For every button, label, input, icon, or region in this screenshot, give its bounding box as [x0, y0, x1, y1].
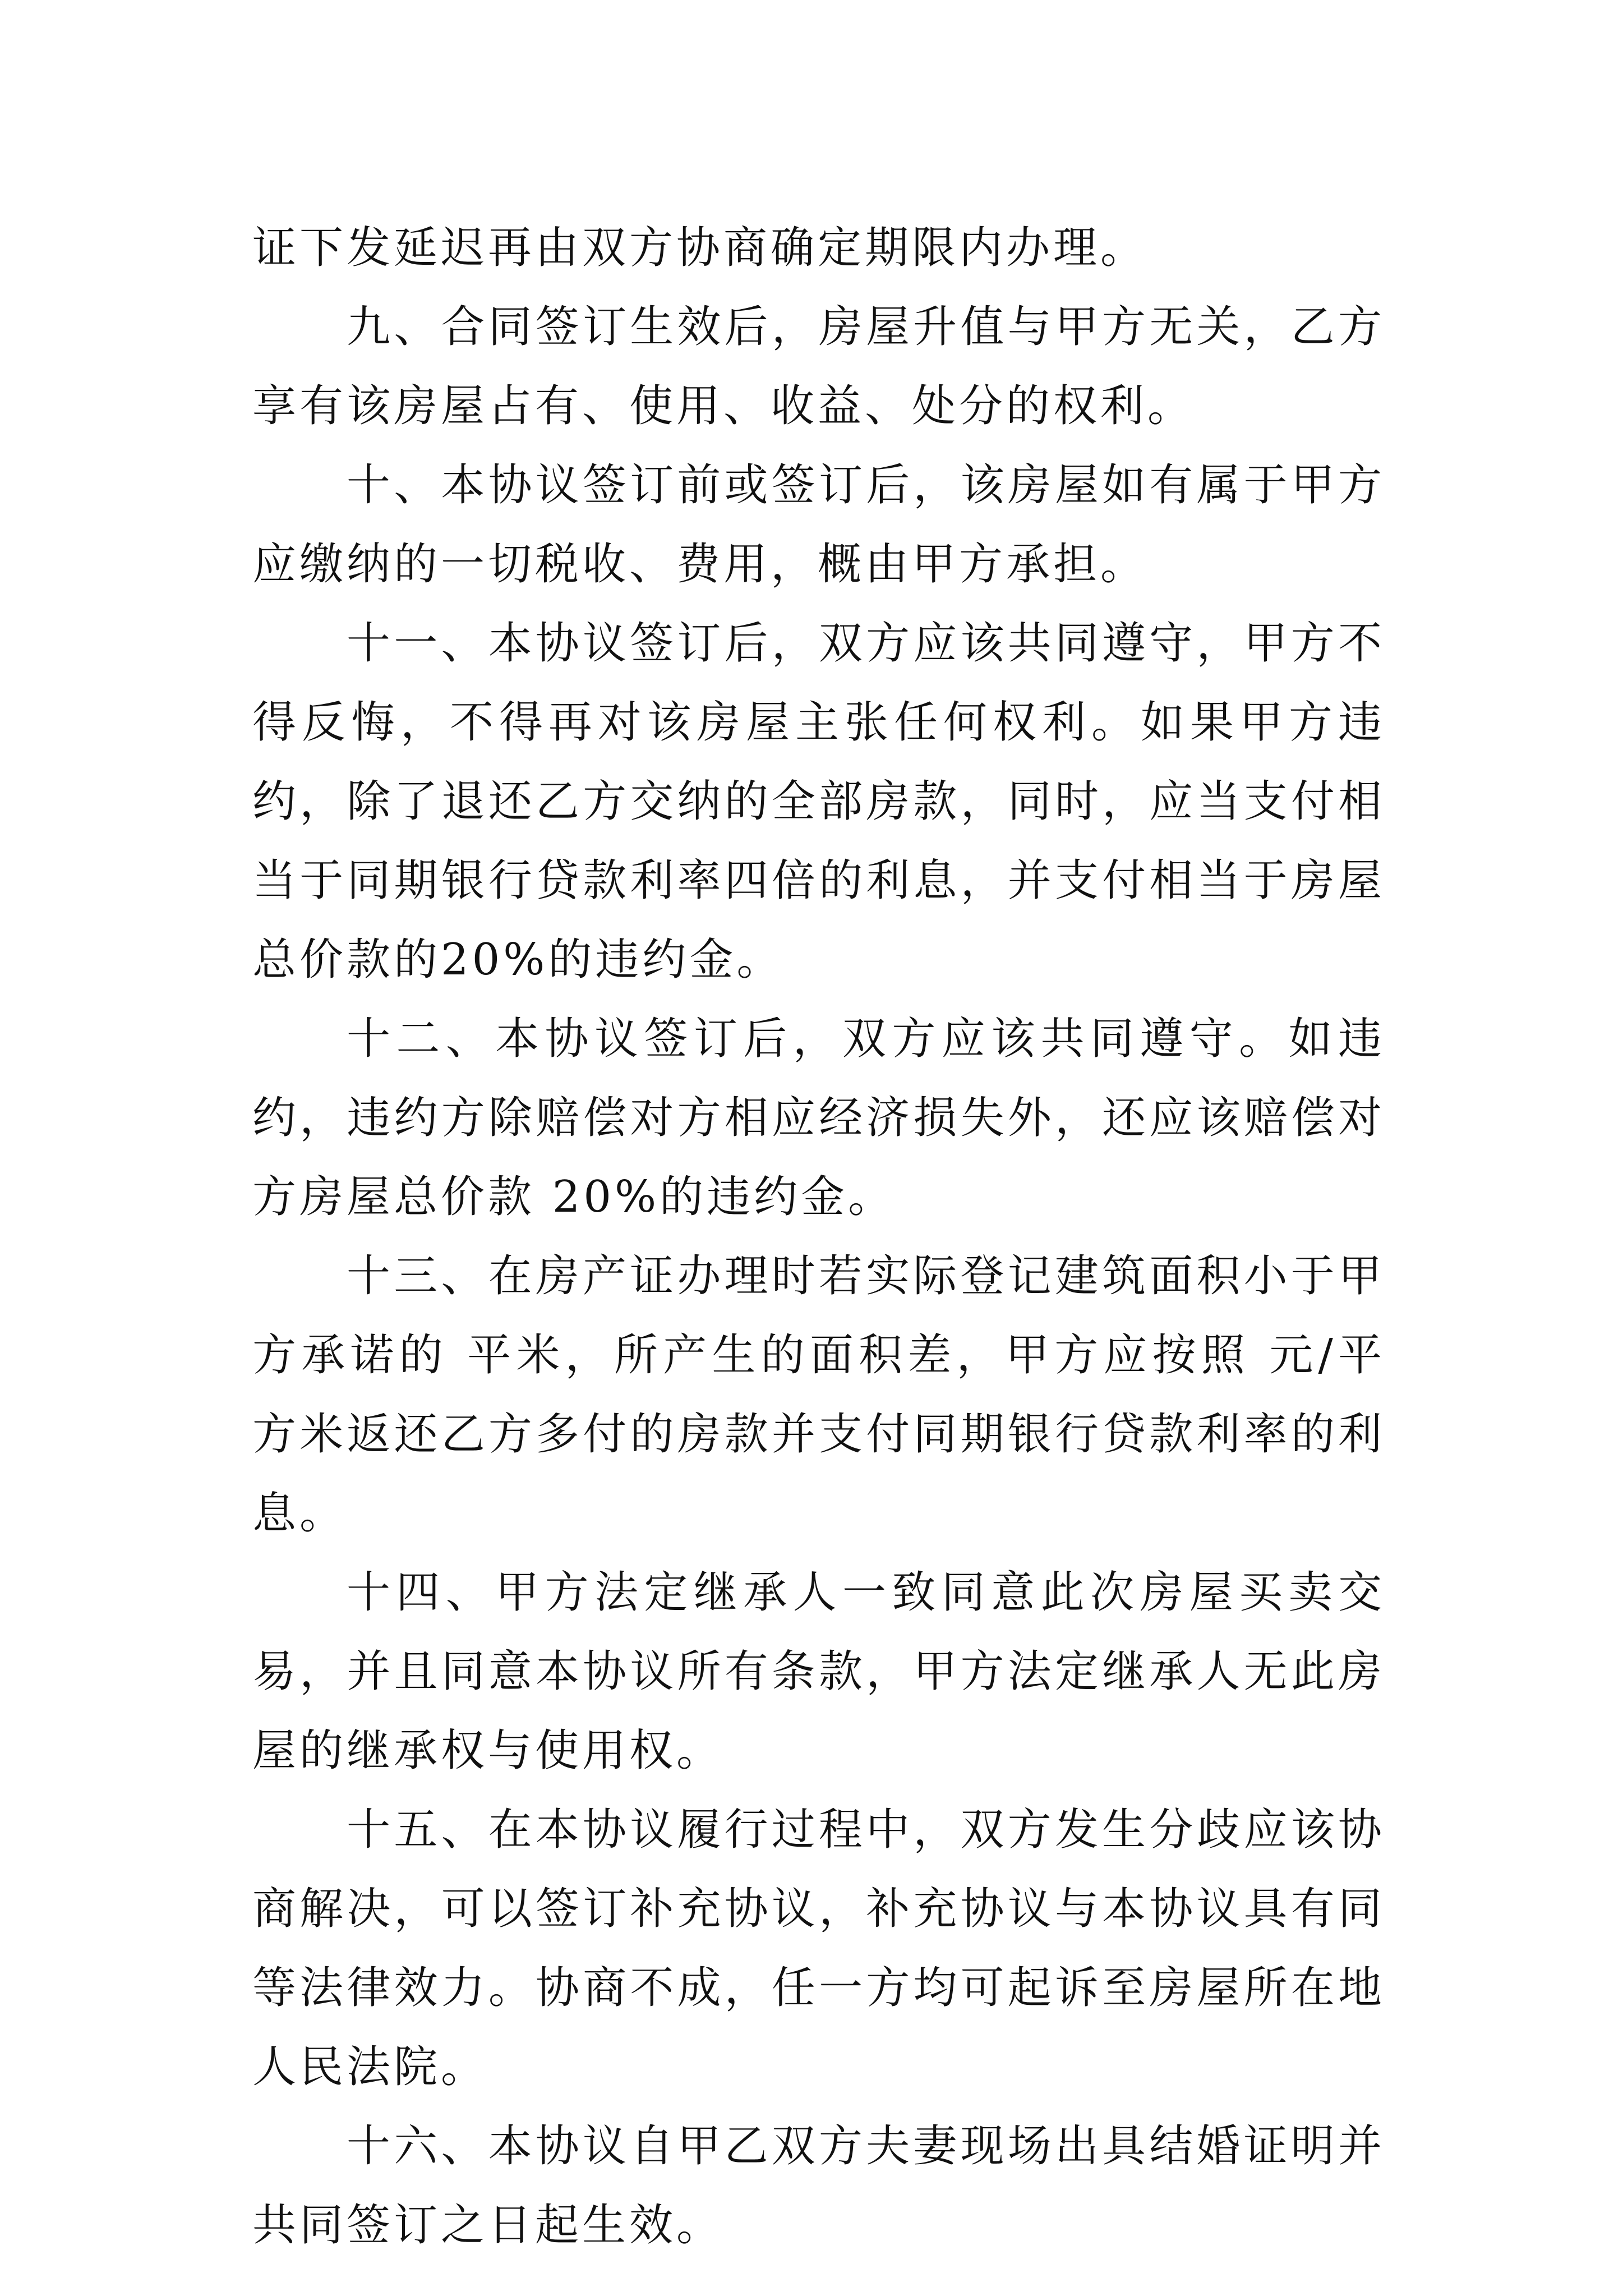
paragraph-continuation: 证下发延迟再由双方协商确定期限内办理。	[252, 223, 1148, 273]
clause-16: 十六、本协议自甲乙双方夫妻现场出具结婚证明并共同签订之日起生效。	[252, 2121, 1385, 2251]
clause-14: 十四、甲方法定继承人一致同意此次房屋买卖交易，并且同意本协议所有条款，甲方法定继承人无此房屋的继承权与使用权。	[252, 1567, 1385, 1776]
clause-9: 九、合同签订生效后，房屋升值与甲方无关，乙方享有该房屋占有、使用、收益、处分的权利。	[252, 302, 1385, 431]
clause-12: 十二、本协议签订后，双方应该共同遵守。如违约，违约方除赔偿对方相应经济损失外，还应该赔偿对方房屋总价款 20%的违约金。	[252, 1014, 1385, 1222]
document-body	[252, 209, 1385, 2265]
clause-13: 十三、在房产证办理时若实际登记建筑面积小于甲方承诺的 平米，所产生的面积差，甲方应按照 元/平方米返还乙方多付的房款并支付同期银行贷款利率的利息。	[252, 1251, 1385, 1539]
clause-15: 十五、在本协议履行过程中，双方发生分歧应该协商解决，可以签订补充协议，补充协议与本协议具有同等法律效力。协商不成，任一方均可起诉至房屋所在地人民法院。	[252, 1805, 1385, 2092]
clause-11: 十一、本协议签订后，双方应该共同遵守，甲方不得反悔，不得再对该房屋主张任何权利。如果甲方违约，除了退还乙方交纳的全部房款，同时，应当支付相当于同期银行贷款利率四倍的利息，并支付相当于房屋总价款的20%的违约金。	[252, 618, 1385, 985]
clause-10: 十、本协议签订前或签订后，该房屋如有属于甲方应缴纳的一切税收、费用，概由甲方承担。	[252, 460, 1385, 590]
